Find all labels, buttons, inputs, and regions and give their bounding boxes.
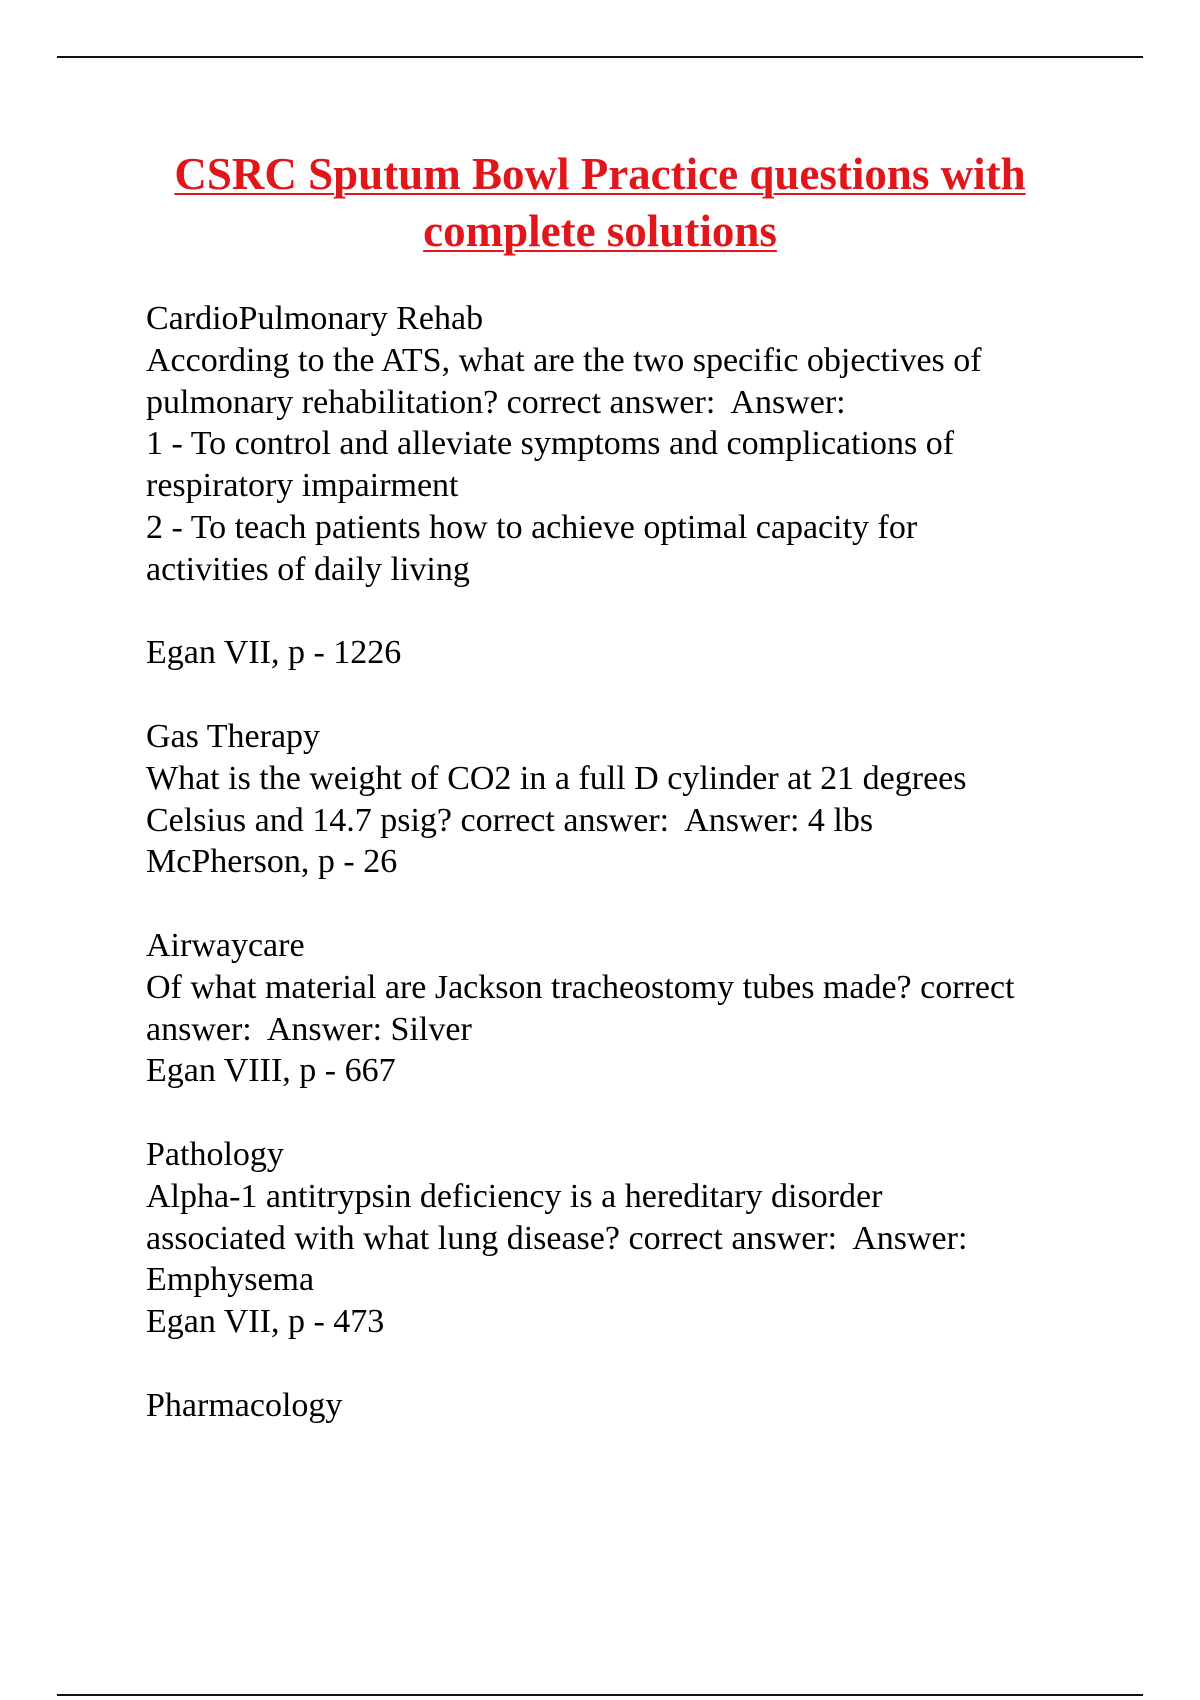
answer-text: activities of daily living (146, 550, 470, 588)
reference-text: Egan VII, p - 473 (146, 1303, 385, 1341)
question-block-gas-therapy (146, 716, 1106, 883)
category-heading: Pathology (146, 1135, 284, 1173)
title-line-2: complete solutions (423, 206, 777, 256)
category-heading: Gas Therapy (146, 717, 321, 755)
top-rule (57, 56, 1143, 58)
reference-text: Egan VIII, p - 667 (146, 1052, 396, 1090)
question-block-pathology (146, 1134, 1106, 1343)
question-text: associated with what lung disease? correct answer: Answer: (146, 1219, 968, 1257)
question-text: Of what material are Jackson tracheostomy tubes made? correct (146, 968, 1015, 1006)
question-text: answer: Answer: Silver (146, 1010, 472, 1048)
reference-text: McPherson, p - 26 (146, 843, 398, 881)
answer-text: 1 - To control and alleviate symptoms and complications of (146, 425, 955, 463)
reference-text: Egan VII, p - 1226 (146, 634, 402, 672)
question-text: According to the ATS, what are the two specific objectives of (146, 341, 982, 379)
question-text: Celsius and 14.7 psig? correct answer: Answer: 4 lbs (146, 801, 874, 839)
category-heading: CardioPulmonary Rehab (146, 300, 484, 337)
question-block-cardiopulmonary-rehab (146, 298, 1106, 591)
reference-block (146, 632, 1106, 674)
question-text: pulmonary rehabilitation? correct answer: Answer: (146, 383, 846, 421)
answer-text: 2 - To teach patients how to achieve optimal capacity for (146, 508, 918, 546)
title-line-1: CSRC Sputum Bowl Practice questions with (174, 149, 1026, 199)
question-block-airwaycare (146, 925, 1106, 1092)
document-title (100, 146, 1100, 260)
category-heading: Airwaycare (146, 926, 305, 964)
answer-text: respiratory impairment (146, 467, 459, 505)
answer-text: Emphysema (146, 1261, 315, 1299)
question-block-pharmacology (146, 1385, 1106, 1427)
bottom-rule (57, 1694, 1143, 1696)
question-text: What is the weight of CO2 in a full D cylinder at 21 degrees (146, 759, 967, 797)
question-text: Alpha-1 antitrypsin deficiency is a hereditary disorder (146, 1177, 883, 1215)
category-heading: Pharmacology (146, 1386, 343, 1424)
document-body (146, 298, 1106, 1468)
